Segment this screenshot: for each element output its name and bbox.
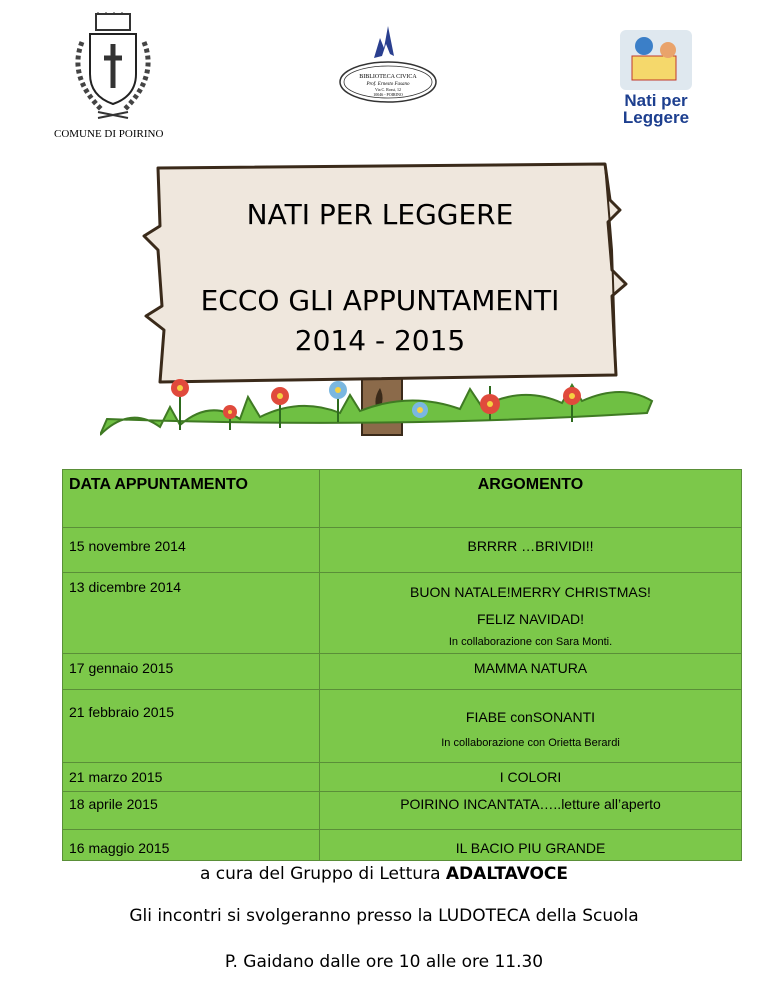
- table-row: [63, 690, 742, 763]
- row-date: 17 gennaio 2015: [63, 653, 320, 690]
- row-topic: BRRRR …BRIVIDI!!: [320, 527, 742, 572]
- row-topic: MAMMA NATURA: [320, 653, 742, 690]
- schedule-table: [62, 469, 742, 861]
- library-seal-line4: 10046 - POIRINO: [373, 92, 403, 97]
- time-line: P. Gaidano dalle ore 10 alle ore 11.30: [224, 952, 544, 972]
- row-date: 21 febbraio 2015: [63, 690, 320, 763]
- sign-title: NATI PER LEGGERE: [246, 198, 514, 231]
- venue-line: Gli incontri si svolgeranno presso la LUDOTECA della Scuola: [129, 906, 639, 926]
- table-header-row: [63, 470, 742, 528]
- row-topic-line2: FELIZ NAVIDAD!: [476, 610, 585, 627]
- curated-prefix: a cura del Gruppo di Lettura: [199, 864, 446, 884]
- library-logo: [336, 22, 440, 104]
- library-seal-line3: Via C. Rossi, 12: [374, 87, 402, 92]
- row-topic: FIABE conSONANTI: [465, 709, 596, 726]
- npl-logo-line1: Nati per: [624, 91, 688, 110]
- npl-logo-line2: Leggere: [622, 108, 690, 127]
- wooden-sign: [100, 160, 660, 470]
- row-topic: IL BACIO PIU GRANDE: [320, 830, 742, 861]
- table-row: [63, 653, 742, 690]
- library-seal-line2: Prof. Ernesto Fasano: [366, 82, 410, 87]
- row-date: 15 novembre 2014: [63, 527, 320, 572]
- library-seal-line1: BIBLIOTECA CIVICA: [359, 74, 417, 80]
- table-row: [63, 763, 742, 791]
- header-date: DATA APPUNTAMENTO: [63, 470, 320, 528]
- sign-year-range: 2014 - 2015: [294, 324, 466, 357]
- row-date: 18 aprile 2015: [63, 791, 320, 830]
- row-note: In collaborazione con Sara Monti.: [448, 635, 613, 648]
- header-topic: ARGOMENTO: [320, 470, 742, 528]
- row-topic: I COLORI: [320, 763, 742, 791]
- municipality-caption: COMUNE DI POIRINO: [54, 128, 164, 140]
- curated-by-line: [0, 864, 768, 884]
- municipality-crest: [68, 12, 158, 122]
- nati-per-leggere-logo: [614, 28, 698, 126]
- row-date: 16 maggio 2015: [63, 830, 320, 861]
- row-date: 21 marzo 2015: [63, 763, 320, 791]
- table-row: [63, 830, 742, 861]
- row-note: In collaborazione con Orietta Berardi: [441, 737, 620, 750]
- reading-group-name: ADALTAVOCE: [445, 864, 569, 884]
- table-row: [63, 527, 742, 572]
- table-row: [63, 572, 742, 653]
- row-date: 13 dicembre 2014: [63, 572, 320, 653]
- row-topic: BUON NATALE!MERRY CHRISTMAS!: [410, 583, 651, 600]
- row-topic: POIRINO INCANTATA…..letture all’aperto: [320, 791, 742, 830]
- table-row: [63, 791, 742, 830]
- sign-subtitle: ECCO GLI APPUNTAMENTI: [200, 284, 560, 317]
